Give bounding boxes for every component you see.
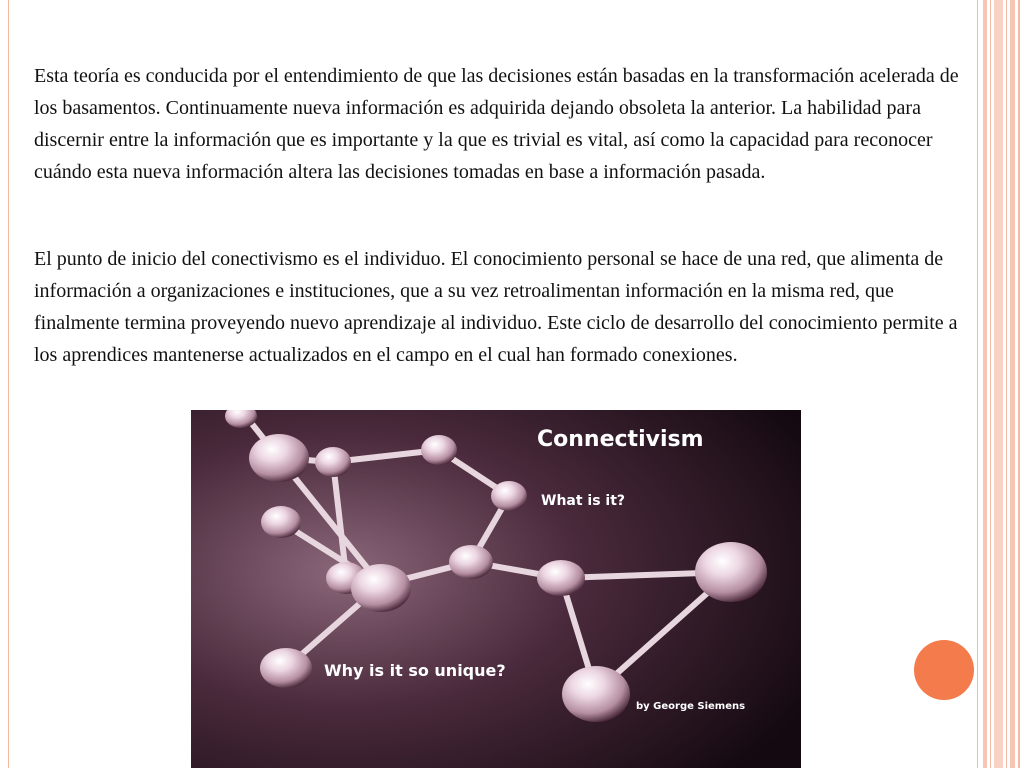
decorative-stripe	[994, 0, 1003, 768]
figure-question-why: Why is it so unique?	[324, 661, 506, 680]
connectivism-image	[191, 410, 801, 768]
decorative-stripe	[1018, 0, 1020, 768]
paragraph-individual: El punto de inicio del conectivismo es el individuo. El conocimiento personal se hace de una red, que alimenta de información a organizaciones e instituciones, que a su vez retroalimentan información en la misma red, que finalmente termina proveyendo nuevo aprendizaje al individuo. Este ciclo de desarrollo del conocimiento permite a los aprendices mantenerse actualizados en el campo en el cual han formado conexiones.	[34, 248, 958, 366]
figure-credit: by George Siemens	[636, 701, 746, 712]
decorative-stripe	[1006, 0, 1007, 768]
molecule-illustration	[191, 410, 801, 768]
orange-circle-decoration	[914, 640, 974, 700]
decorative-stripe	[1010, 0, 1015, 768]
paragraph-decisions: Esta teoría es conducida por el entendimiento de que las decisiones están basadas en la transformación acelerada de los basamentos. Continuamente nueva información es adquirida dejando obsoleta la anterior. La habilidad para discernir entre la información que es importante y la que es trivial es vital, así como la capacidad para reconocer cuándo esta nueva información altera las decisiones tomadas en base a información pasada.	[34, 65, 959, 183]
figure-question-what: What is it?	[541, 493, 626, 509]
figure-title: Connectivism	[537, 427, 704, 452]
decorative-stripe	[990, 0, 991, 768]
decorative-stripe	[983, 0, 987, 768]
